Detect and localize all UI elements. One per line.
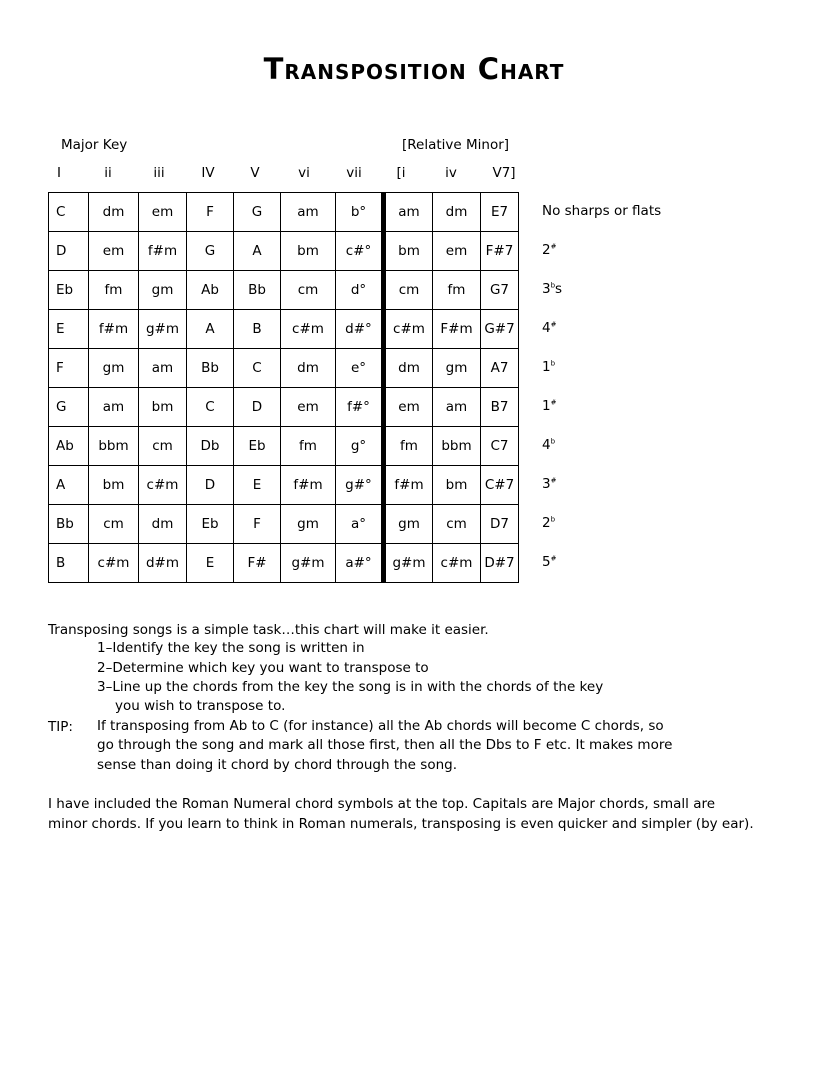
chord-cell: d#° (336, 310, 384, 349)
chord-cell: C7 (481, 427, 519, 466)
chord-cell: C (187, 388, 234, 427)
key-signature-note (542, 554, 556, 570)
major-key-label: Major Key (61, 137, 128, 153)
chord-cell: f#m (281, 466, 336, 505)
chord-cell: E7 (481, 193, 519, 232)
chord-cell: Ab (49, 427, 89, 466)
note-main: 2 (542, 515, 551, 531)
numeral-5: vi (298, 165, 310, 181)
chord-cell: em (89, 232, 139, 271)
chord-cell: E (49, 310, 89, 349)
key-signature-note (542, 242, 556, 258)
chord-cell: c#m (384, 310, 433, 349)
chord-cell: g#m (384, 544, 433, 583)
chord-cell: c#m (139, 466, 187, 505)
table-row (49, 388, 519, 427)
note-suffix: s (555, 281, 563, 297)
chord-cell: Eb (49, 271, 89, 310)
table-row (49, 310, 519, 349)
chord-cell: D7 (481, 505, 519, 544)
step-1-text: 1–Identify the key the song is written in (97, 640, 365, 656)
numeral-3: IV (201, 165, 215, 181)
chord-cell: A (49, 466, 89, 505)
numeral-9: V7] (492, 165, 516, 181)
chord-cell: gm (89, 349, 139, 388)
tip-line-3: sense than doing it chord by chord through the song. (97, 757, 457, 773)
key-signature-note (542, 437, 555, 453)
chord-cell: A7 (481, 349, 519, 388)
chord-cell: cm (281, 271, 336, 310)
chord-cell: E (234, 466, 281, 505)
chord-cell: bbm (89, 427, 139, 466)
numeral-0: I (57, 165, 61, 181)
chord-cell: e° (336, 349, 384, 388)
chord-cell: dm (139, 505, 187, 544)
chord-cell: g° (336, 427, 384, 466)
chord-cell: c#m (433, 544, 481, 583)
table-row (49, 349, 519, 388)
closing-line-2: minor chords. If you learn to think in Roman numerals, transposing is even quicker and simpler (by ear). (48, 816, 754, 832)
note-main: 5 (542, 554, 551, 570)
chord-cell: F# (234, 544, 281, 583)
chord-cell: f#m (384, 466, 433, 505)
closing-line-1: I have included the Roman Numeral chord symbols at the top. Capitals are Major chords, small are (48, 796, 716, 812)
chord-cell: C (49, 193, 89, 232)
chord-cell: am (384, 193, 433, 232)
accidental-symbol: # (550, 476, 557, 485)
step-3-continued-text: you wish to transpose to. (115, 698, 286, 714)
chord-cell: am (139, 349, 187, 388)
tip-label: TIP: (48, 719, 73, 735)
chord-cell: a° (336, 505, 384, 544)
chord-cell: G7 (481, 271, 519, 310)
table-row (49, 232, 519, 271)
chord-cell: em (433, 232, 481, 271)
key-signature-note (542, 281, 562, 297)
table-row (49, 427, 519, 466)
chord-cell: bm (384, 232, 433, 271)
numeral-1: ii (104, 165, 112, 181)
accidental-symbol: b (550, 281, 556, 290)
transposition-table (48, 192, 519, 583)
chord-cell: Bb (49, 505, 89, 544)
chord-cell: c#° (336, 232, 384, 271)
note-main: 1 (542, 398, 551, 414)
chord-cell: b° (336, 193, 384, 232)
accidental-symbol: # (550, 554, 557, 563)
accidental-symbol: # (550, 320, 557, 329)
chord-cell: bbm (433, 427, 481, 466)
key-signature-note (542, 359, 555, 375)
chord-cell: g#° (336, 466, 384, 505)
chord-cell: A (234, 232, 281, 271)
accidental-symbol: b (550, 437, 556, 446)
numeral-2: iii (153, 165, 165, 181)
chord-cell: g#m (281, 544, 336, 583)
numeral-4: V (250, 165, 260, 181)
chord-cell: em (139, 193, 187, 232)
chord-cell: g#m (139, 310, 187, 349)
accidental-symbol: b (550, 515, 556, 524)
chord-cell: G (187, 232, 234, 271)
tip-line-2: go through the song and mark all those first, then all the Dbs to F etc. It makes more (97, 737, 673, 753)
chord-cell: f#m (139, 232, 187, 271)
chord-cell: c#m (89, 544, 139, 583)
chord-cell: Eb (234, 427, 281, 466)
note-main: 2 (542, 242, 551, 258)
chord-cell: B (49, 544, 89, 583)
chord-cell: gm (384, 505, 433, 544)
accidental-symbol: b (550, 359, 556, 368)
chord-cell: dm (89, 193, 139, 232)
step-3-text: 3–Line up the chords from the key the song is in with the chords of the key (97, 679, 604, 695)
table-row (49, 544, 519, 583)
key-signature-note (542, 515, 555, 531)
accidental-symbol: # (550, 398, 557, 407)
chord-cell: D (187, 466, 234, 505)
chord-cell: F#7 (481, 232, 519, 271)
chord-cell: am (281, 193, 336, 232)
note-main: 3 (542, 476, 551, 492)
chord-cell: em (384, 388, 433, 427)
chord-cell: Db (187, 427, 234, 466)
chord-cell: gm (139, 271, 187, 310)
chord-cell: fm (433, 271, 481, 310)
chord-cell: am (89, 388, 139, 427)
key-signature-note (542, 398, 556, 414)
table-row (49, 466, 519, 505)
chord-cell: gm (281, 505, 336, 544)
step-2-text: 2–Determine which key you want to transpose to (97, 660, 429, 676)
page-title: Transposition Chart (263, 52, 565, 86)
chord-cell: fm (89, 271, 139, 310)
tip-line-1: If transposing from Ab to C (for instance) all the Ab chords will become C chords, so (97, 718, 664, 734)
chord-cell: D (234, 388, 281, 427)
chord-cell: B (234, 310, 281, 349)
chord-cell: c#m (281, 310, 336, 349)
chord-cell: fm (384, 427, 433, 466)
chord-cell: cm (89, 505, 139, 544)
accidental-symbol: # (550, 242, 557, 251)
chord-cell: dm (384, 349, 433, 388)
chord-cell: fm (281, 427, 336, 466)
chord-cell: d° (336, 271, 384, 310)
intro-text: Transposing songs is a simple task…this chart will make it easier. (48, 622, 489, 638)
chord-cell: G (49, 388, 89, 427)
chord-cell: G (234, 193, 281, 232)
numeral-8: iv (445, 165, 457, 181)
numeral-6: vii (346, 165, 362, 181)
chord-cell: a#° (336, 544, 384, 583)
chord-cell: Ab (187, 271, 234, 310)
key-signature-note (542, 203, 661, 219)
chord-cell: C (234, 349, 281, 388)
chord-cell: f#° (336, 388, 384, 427)
chord-cell: F (234, 505, 281, 544)
chord-cell: B7 (481, 388, 519, 427)
chord-cell: dm (433, 193, 481, 232)
chord-cell: A (187, 310, 234, 349)
chord-cell: em (281, 388, 336, 427)
chord-cell: F#m (433, 310, 481, 349)
chord-cell: am (433, 388, 481, 427)
note-main: 1 (542, 359, 551, 375)
chord-cell: Eb (187, 505, 234, 544)
note-main: No sharps or flats (542, 203, 662, 219)
table-row (49, 271, 519, 310)
note-main: 3 (542, 281, 551, 297)
note-main: 4 (542, 437, 551, 453)
chord-cell: D (49, 232, 89, 271)
chord-cell: C#7 (481, 466, 519, 505)
chord-cell: d#m (139, 544, 187, 583)
chord-cell: cm (139, 427, 187, 466)
chord-cell: F (49, 349, 89, 388)
chord-cell: D#7 (481, 544, 519, 583)
chord-cell: dm (281, 349, 336, 388)
chord-cell: cm (433, 505, 481, 544)
key-signature-note (542, 320, 556, 336)
chord-cell: F (187, 193, 234, 232)
chord-cell: E (187, 544, 234, 583)
chord-cell: gm (433, 349, 481, 388)
key-signature-note (542, 476, 556, 492)
chord-cell: bm (433, 466, 481, 505)
chord-cell: cm (384, 271, 433, 310)
table-row (49, 505, 519, 544)
chord-cell: bm (89, 466, 139, 505)
chord-cell: G#7 (481, 310, 519, 349)
table-row (49, 193, 519, 232)
chord-cell: bm (139, 388, 187, 427)
chord-cell: f#m (89, 310, 139, 349)
numeral-7: [i (396, 165, 406, 181)
note-main: 4 (542, 320, 551, 336)
chord-cell: Bb (187, 349, 234, 388)
chord-cell: Bb (234, 271, 281, 310)
relative-minor-label: [Relative Minor] (402, 137, 510, 153)
chord-cell: bm (281, 232, 336, 271)
